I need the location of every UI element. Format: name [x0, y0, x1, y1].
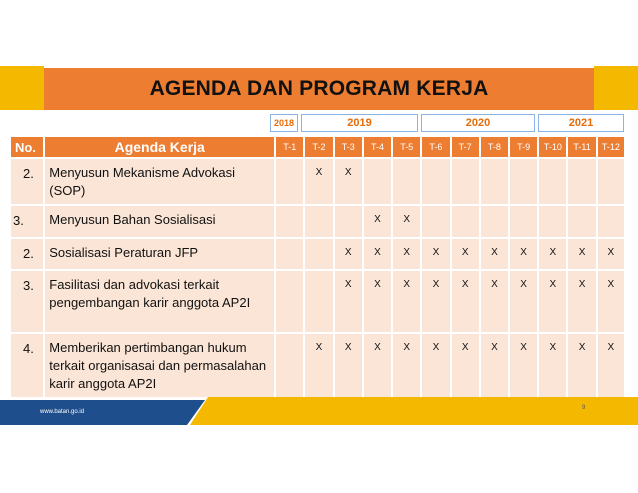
- header-agenda: Agenda Kerja: [44, 136, 275, 158]
- schedule-cell: X: [597, 270, 625, 333]
- schedule-cell: X: [480, 333, 509, 398]
- schedule-cell: [538, 158, 567, 205]
- schedule-cell: [392, 158, 421, 205]
- schedule-cell: X: [597, 333, 625, 398]
- schedule-cell: [567, 158, 596, 205]
- schedule-cell: X: [334, 158, 363, 205]
- schedule-cell: X: [451, 333, 480, 398]
- schedule-cell: X: [597, 238, 625, 270]
- row-number: 3.: [10, 270, 44, 333]
- row-number: 2.: [10, 238, 44, 270]
- header-period: T-1: [275, 136, 304, 158]
- schedule-cell: X: [538, 333, 567, 398]
- header-period: T-12: [597, 136, 625, 158]
- schedule-cell: [567, 205, 596, 238]
- agenda-item: Sosialisasi Peraturan JFP: [44, 238, 275, 270]
- schedule-cell: X: [392, 238, 421, 270]
- schedule-cell: [334, 205, 363, 238]
- footer-yellow-band: [190, 397, 638, 425]
- agenda-item: Menyusun Bahan Sosialisasi: [44, 205, 275, 238]
- header-period: T-11: [567, 136, 596, 158]
- table-header-row: [10, 136, 625, 158]
- schedule-cell: [275, 238, 304, 270]
- footer-blue-band: [0, 400, 205, 425]
- agenda-item: Menyusun Mekanisme Advokasi (SOP): [44, 158, 275, 205]
- schedule-cell: [275, 205, 304, 238]
- schedule-cell: [597, 205, 625, 238]
- schedule-cell: X: [538, 270, 567, 333]
- schedule-cell: X: [304, 333, 333, 398]
- top-stripe-left: [0, 66, 44, 110]
- schedule-cell: [597, 158, 625, 205]
- schedule-cell: X: [334, 238, 363, 270]
- schedule-cell: [421, 158, 450, 205]
- header-period: T-5: [392, 136, 421, 158]
- schedule-cell: X: [392, 205, 421, 238]
- schedule-cell: X: [567, 238, 596, 270]
- slide-title: AGENDA DAN PROGRAM KERJA: [44, 68, 594, 110]
- schedule-cell: [451, 158, 480, 205]
- year-label-2018: 2018: [270, 114, 298, 132]
- table-row: [10, 270, 625, 333]
- header-period: T-10: [538, 136, 567, 158]
- schedule-cell: X: [334, 333, 363, 398]
- agenda-item: Memberikan pertimbangan hukum terkait organisasai dan permasalahan karir anggota AP2I: [44, 333, 275, 398]
- schedule-cell: [363, 158, 392, 205]
- schedule-cell: [304, 238, 333, 270]
- schedule-cell: X: [363, 333, 392, 398]
- schedule-cell: X: [451, 238, 480, 270]
- schedule-cell: [304, 270, 333, 333]
- schedule-cell: [275, 158, 304, 205]
- agenda-table: [9, 135, 626, 399]
- schedule-cell: X: [363, 205, 392, 238]
- schedule-cell: [275, 270, 304, 333]
- header-no: No.: [10, 136, 44, 158]
- schedule-cell: X: [363, 238, 392, 270]
- schedule-cell: X: [509, 270, 538, 333]
- table-row: [10, 158, 625, 205]
- schedule-cell: [275, 333, 304, 398]
- agenda-item: Fasilitasi dan advokasi terkait pengembangan karir anggota AP2I: [44, 270, 275, 333]
- year-label-2020: 2020: [421, 114, 535, 132]
- schedule-cell: X: [509, 333, 538, 398]
- schedule-cell: X: [451, 270, 480, 333]
- year-label-2021: 2021: [538, 114, 624, 132]
- table-row: [10, 205, 625, 238]
- row-number: 4.: [10, 333, 44, 398]
- schedule-cell: X: [392, 333, 421, 398]
- header-period: T-3: [334, 136, 363, 158]
- header-period: T-8: [480, 136, 509, 158]
- schedule-cell: [480, 158, 509, 205]
- schedule-cell: X: [304, 158, 333, 205]
- schedule-cell: X: [509, 238, 538, 270]
- schedule-cell: [304, 205, 333, 238]
- page-number: 9: [582, 405, 586, 411]
- header-period: T-7: [451, 136, 480, 158]
- schedule-cell: [451, 205, 480, 238]
- schedule-cell: X: [363, 270, 392, 333]
- schedule-cell: [509, 205, 538, 238]
- schedule-cell: X: [421, 238, 450, 270]
- header-period: T-4: [363, 136, 392, 158]
- schedule-cell: X: [334, 270, 363, 333]
- footer-url: www.batan.go.id: [40, 409, 85, 415]
- header-period: T-9: [509, 136, 538, 158]
- schedule-cell: [538, 205, 567, 238]
- row-number: 2.: [10, 158, 44, 205]
- header-period: T-2: [304, 136, 333, 158]
- year-label-2019: 2019: [301, 114, 418, 132]
- header-period: T-6: [421, 136, 450, 158]
- schedule-cell: X: [567, 270, 596, 333]
- schedule-cell: X: [421, 333, 450, 398]
- table-row: [10, 333, 625, 398]
- schedule-cell: X: [392, 270, 421, 333]
- schedule-cell: X: [421, 270, 450, 333]
- schedule-cell: X: [538, 238, 567, 270]
- table-row: [10, 238, 625, 270]
- schedule-cell: X: [567, 333, 596, 398]
- schedule-cell: X: [480, 238, 509, 270]
- top-stripe-right: [594, 66, 638, 110]
- schedule-cell: [509, 158, 538, 205]
- schedule-cell: [421, 205, 450, 238]
- schedule-cell: X: [480, 270, 509, 333]
- schedule-cell: [480, 205, 509, 238]
- row-number: 3.: [10, 205, 44, 238]
